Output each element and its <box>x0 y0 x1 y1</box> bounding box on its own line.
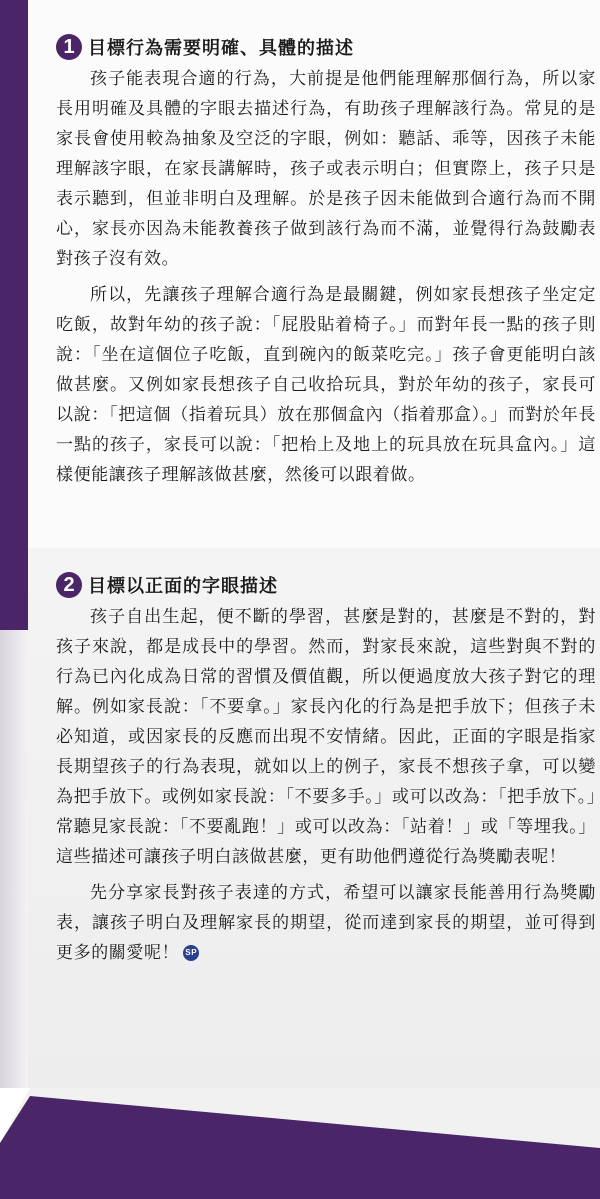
left-purple-bar <box>0 0 28 630</box>
section-2-title: 目標以正面的字眼描述 <box>88 576 278 597</box>
left-grey-bar <box>0 630 28 1090</box>
number-2-badge: 2 <box>56 572 82 598</box>
section-2-paragraph-2 <box>56 878 596 968</box>
section-1-heading <box>56 32 596 62</box>
section-2-heading <box>56 570 596 600</box>
section-1-paragraph-2: 所以，先讓孩子理解合適行為是最關鍵，例如家長想孩子坐定定吃飯，故對年幼的孩子說：「屁股貼着椅子。」而對年長一點的孩子則說：「坐在這個位子吃飯，直到碗內的飯菜吃完。」孩子會更能明白該做甚麼。又例如家長想孩子自己收拾玩具，對於年幼的孩子，家長可以說：「把這個（指着玩具）放在那個盒內（指着那盒）。」而對於年長一點的孩子，家長可以說：「把枱上及地上的玩具放在玩具盒內。」這樣便能讓孩子理解該做甚麼，然後可以跟着做。 <box>56 285 596 485</box>
sp-end-mark-icon: SP <box>183 945 199 961</box>
section-1 <box>56 32 596 496</box>
number-1-badge: 1 <box>56 34 82 60</box>
section-1-title: 目標行為需要明確、具體的描述 <box>88 38 354 59</box>
bottom-purple-band <box>0 1088 600 1199</box>
section-2 <box>56 570 596 974</box>
section-2-paragraph-1: 孩子自出生起，便不斷的學習，甚麼是對的，甚麼是不對的，對孩子來說，都是成長中的學習。然而，對家長來說，這些對與不對的行為已內化成為日常的習慣及價值觀，所以便過度放大孩子對它的理解。例如家長說：「不要拿。」家長內化的行為是把手放下；但孩子未必知道，或因家長的反應而出現不安情緒。因此，正面的字眼是指家長期望孩子的行為表現，就如以上的例子，家長不想孩子拿，可以變為把手放下。或例如家長說：「不要多手。」或可以改為：「把手放下。」常聽見家長說：「不要亂跑！」或可以改為：「站着！」或「等埋我。」這些描述可讓孩子明白該做甚麼，更有助他們遵從行為獎勵表呢！ <box>56 607 596 867</box>
section-2-paragraph-2-text: 先分享家長對孩子表達的方式，希望可以讓家長能善用行為獎勵表，讓孩子明白及理解家長的期望，從而達到家長的期望，並可得到更多的關愛呢！ <box>56 883 596 963</box>
section-1-paragraph-1: 孩子能表現合適的行為，大前提是他們能理解那個行為，所以家長用明確及具體的字眼去描述行為，有助孩子理解該行為。常見的是家長會使用較為抽象及空泛的字眼，例如：聽話、乖等，因孩子未能理解該字眼，在家長講解時，孩子或表示明白；但實際上，孩子只是表示聽到，但並非明白及理解。於是孩子因未能做到合適行為而不開心，家長亦因為未能教養孩子做到該行為而不滿，並覺得行為鼓勵表對孩子沒有效。 <box>56 69 596 269</box>
